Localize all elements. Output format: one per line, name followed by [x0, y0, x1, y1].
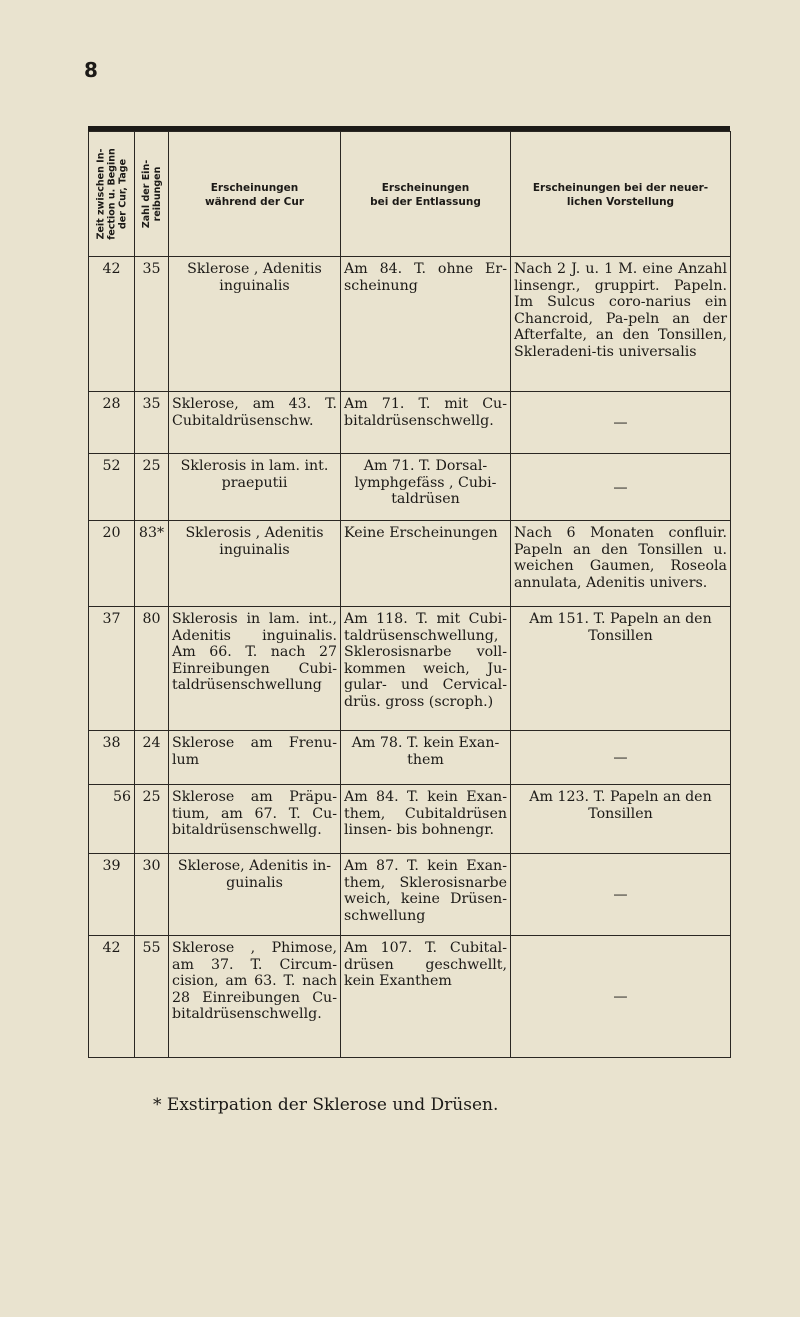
header-entlassung: Erscheinungen bei der Entlassung [341, 132, 511, 257]
cell-zeit: 20 [89, 521, 135, 607]
header-zeit: Zeit zwischen In- fection u. Beginn der Cur, Tage [89, 132, 135, 257]
case-table [88, 131, 731, 1058]
cell-vorstellung: — [511, 392, 731, 454]
header-row [89, 132, 731, 257]
cell-entlassung: Am 87. T. kein Exan-them, Sklerosisnarbe weich, keine Drüsen-schwellung [341, 854, 511, 936]
cell-entlassung: Am 118. T. mit Cubi-taldrüsenschwellung, Sklerosisnarbe voll-kommen weich, Ju-gular- und Cervical-drüs. gross (scroph.) [341, 607, 511, 731]
cell-waehrend: Sklerose , Adenitis inguinalis [169, 257, 341, 392]
cell-zahl: 25 [135, 454, 169, 521]
cell-zeit: 28 [89, 392, 135, 454]
cell-vorstellung: — [511, 731, 731, 785]
cell-waehrend: Sklerose , Phimose, am 37. T. Circum-cision, am 63. T. nach 28 Einreibungen Cu-bitaldrüsenschwellg. [169, 936, 341, 1058]
cell-entlassung: Am 78. T. kein Exan-them [341, 731, 511, 785]
table-row [89, 521, 731, 607]
cell-waehrend: Sklerose am Frenu-lum [169, 731, 341, 785]
cell-zahl: 35 [135, 392, 169, 454]
cell-vorstellung: — [511, 454, 731, 521]
cell-zeit: 42 [89, 257, 135, 392]
cell-zeit: 56 [89, 785, 135, 854]
cell-vorstellung: — [511, 936, 731, 1058]
cell-vorstellung: Nach 6 Monaten confluir. Papeln an den Tonsillen u. weichen Gaumen, Roseola annulata, Adenitis univers. [511, 521, 731, 607]
cell-vorstellung: Am 151. T. Papeln an den Tonsillen [511, 607, 731, 731]
cell-entlassung: Am 107. T. Cubital-drüsen geschwellt, kein Exanthem [341, 936, 511, 1058]
cell-zeit: 39 [89, 854, 135, 936]
cell-waehrend: Sklerose, am 43. T. Cubitaldrüsenschw. [169, 392, 341, 454]
cell-zahl: 25 [135, 785, 169, 854]
cell-zahl: 30 [135, 854, 169, 936]
header-zahl: Zahl der Ein- reibungen [135, 132, 169, 257]
cell-entlassung: Am 71. T. mit Cu-bitaldrüsenschwellg. [341, 392, 511, 454]
page-number: 8 [84, 58, 98, 82]
cell-zahl: 55 [135, 936, 169, 1058]
table-row [89, 607, 731, 731]
cell-zahl: 80 [135, 607, 169, 731]
cell-entlassung: Am 84. T. kein Exan-them, Cubitaldrüsen linsen- bis bohnengr. [341, 785, 511, 854]
table-row [89, 454, 731, 521]
header-waehrend: Erscheinungen während der Cur [169, 132, 341, 257]
cell-entlassung: Am 84. T. ohne Er-scheinung [341, 257, 511, 392]
table-row [89, 392, 731, 454]
cell-waehrend: Sklerosis in lam. int., Adenitis inguinalis. Am 66. T. nach 27 Einreibungen Cubi-taldrüsenschwellung [169, 607, 341, 731]
table-row [89, 936, 731, 1058]
cell-zahl: 24 [135, 731, 169, 785]
cell-waehrend: Sklerose am Präpu-tium, am 67. T. Cu-bitaldrüsenschwellg. [169, 785, 341, 854]
footnote: * Exstirpation der Sklerose und Drüsen. [153, 1095, 499, 1115]
cell-entlassung: Am 71. T. Dorsal-lymphgefäss , Cubi-taldrüsen [341, 454, 511, 521]
cell-waehrend: Sklerose, Adenitis in-guinalis [169, 854, 341, 936]
header-vorstellung: Erscheinungen bei der neuer- lichen Vorstellung [511, 132, 731, 257]
cell-entlassung: Keine Erscheinungen [341, 521, 511, 607]
cell-zeit: 37 [89, 607, 135, 731]
cell-vorstellung: — [511, 854, 731, 936]
cell-waehrend: Sklerosis in lam. int. praeputii [169, 454, 341, 521]
cell-vorstellung: Nach 2 J. u. 1 M. eine Anzahl linsengr., gruppirt. Papeln. Im Sulcus coro-narius ein Chancroid, Pa-peln an der Afterfalte, an den Tonsillen, Skleradeni-tis universalis [511, 257, 731, 392]
cell-waehrend: Sklerosis , Adenitis inguinalis [169, 521, 341, 607]
cell-zeit: 52 [89, 454, 135, 521]
table-row [89, 854, 731, 936]
cell-zahl: 83* [135, 521, 169, 607]
cell-zahl: 35 [135, 257, 169, 392]
table-row [89, 785, 731, 854]
cell-vorstellung: Am 123. T. Papeln an den Tonsillen [511, 785, 731, 854]
table-row [89, 731, 731, 785]
cell-zeit: 42 [89, 936, 135, 1058]
table-row [89, 257, 731, 392]
cell-zeit: 38 [89, 731, 135, 785]
